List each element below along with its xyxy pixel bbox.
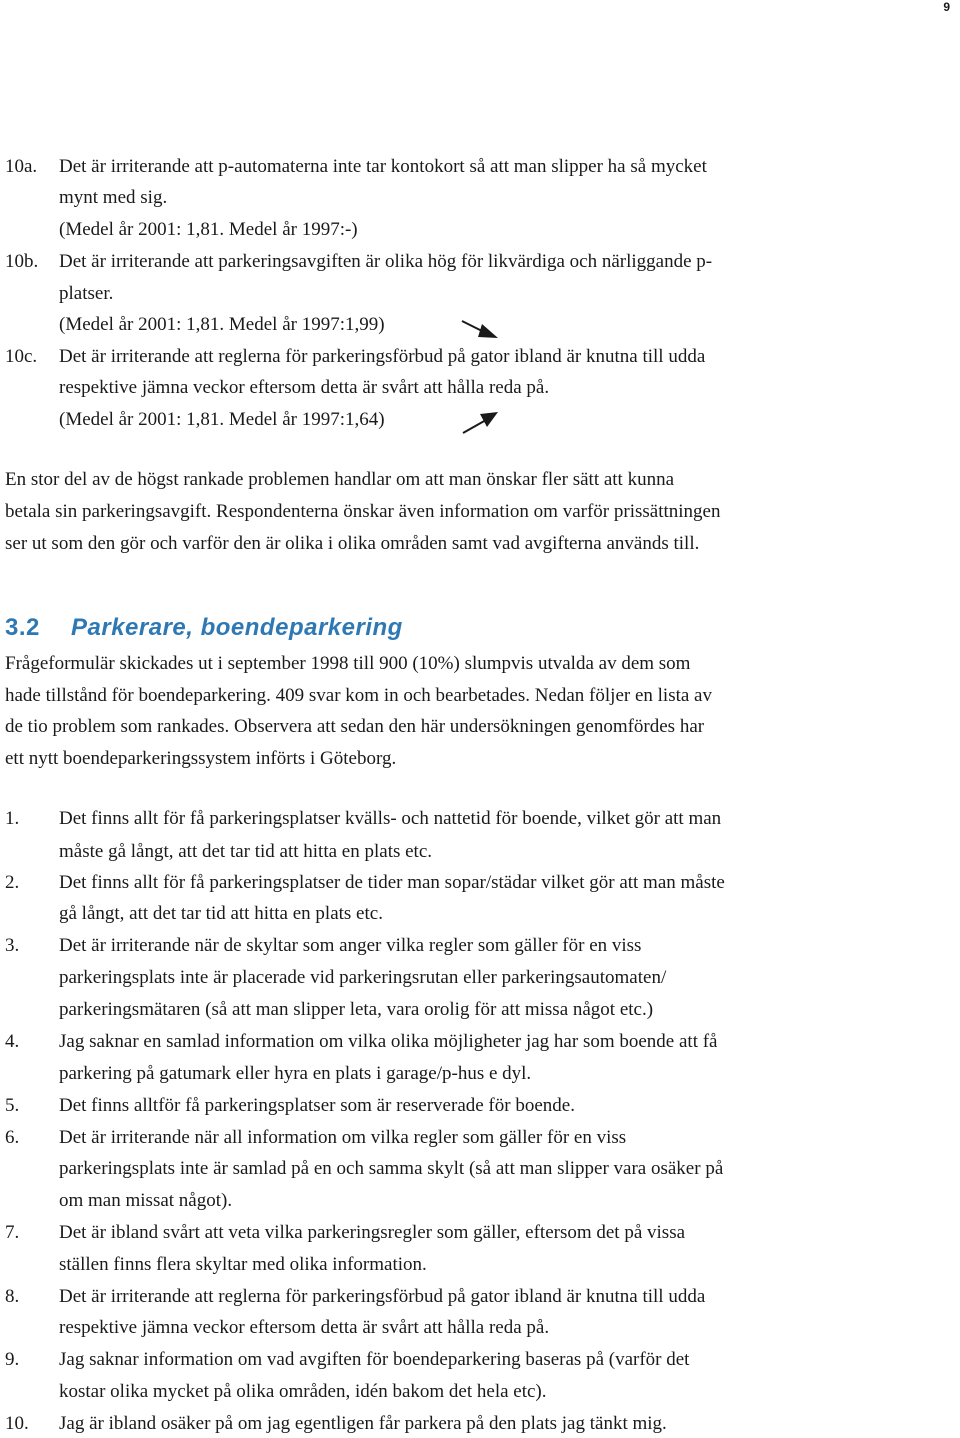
list-item-line: Det är irriterande när all information om vilka regler som gäller för en viss (59, 1127, 627, 1148)
arrow-up-icon (460, 410, 500, 436)
list-number: 6. (5, 1127, 20, 1148)
section-title: Parkerare, boendeparkering (71, 614, 403, 641)
item-line: (Medel år 2001: 1,81. Medel år 1997:1,64) (59, 409, 385, 430)
list-item-line: parkeringsplats inte är placerade vid parkeringsrutan eller parkeringsautomaten/ (59, 967, 667, 988)
list-number: 9. (5, 1349, 20, 1370)
list-number: 4. (5, 1031, 20, 1052)
page-number: 9 (943, 0, 950, 14)
section-number: 3.2 (5, 614, 40, 641)
list-item-line: Det finns alltför få parkeringsplatser som är reserverade för boende. (59, 1095, 575, 1116)
intro-line: ett nytt boendeparkeringssystem införts i Göteborg. (5, 748, 397, 769)
item-line: (Medel år 2001: 1,81. Medel år 1997:1,99) (59, 314, 385, 335)
list-number: 1. (5, 808, 20, 829)
list-item-line: Jag saknar information om vad avgiften för boendeparkering baseras på (varför det (59, 1349, 690, 1370)
list-number: 8. (5, 1286, 20, 1307)
arrow-down-icon (460, 318, 500, 340)
item-line: Det är irriterande att parkeringsavgiften är olika hög för likvärdiga och närliggande p- (59, 251, 713, 272)
list-item-line: Jag saknar en samlad information om vilka olika möjligheter jag har som boende att få (59, 1031, 718, 1052)
item-label: 10c. (5, 346, 38, 367)
item-line: Det är irriterande att p-automaterna inte tar kontokort så att man slipper ha så mycket (59, 156, 707, 177)
list-item-line: ställen finns flera skyltar med olika information. (59, 1254, 427, 1275)
item-label: 10a. (5, 156, 38, 177)
section-heading (5, 614, 403, 642)
summary-line: betala sin parkeringsavgift. Respondenterna önskar även information om varför prissättningen (5, 501, 721, 522)
list-item-line: om man missat något). (59, 1190, 233, 1211)
summary-line: ser ut som den gör och varför den är olika i olika områden samt vad avgifterna används till. (5, 533, 700, 554)
list-item-line: måste gå långt, att det tar tid att hitta en plats etc. (59, 841, 433, 862)
list-item-line: Det finns allt för få parkeringsplatser kvälls- och nattetid för boende, vilket gör att man (59, 808, 722, 829)
list-item-line: kostar olika mycket på olika områden, idén bakom det hela etc). (59, 1381, 547, 1402)
list-item-line: Det är irriterande att reglerna för parkeringsförbud på gator ibland är knutna till udda (59, 1286, 706, 1307)
list-item-line: respektive jämna veckor eftersom detta är svårt att hålla reda på. (59, 1317, 550, 1338)
list-item-line: Det finns allt för få parkeringsplatser de tider man sopar/städar vilket gör att man måste (59, 872, 725, 893)
item-line: respektive jämna veckor eftersom detta är svårt att hålla reda på. (59, 377, 550, 398)
list-number: 7. (5, 1222, 20, 1243)
item-line: Det är irriterande att reglerna för parkeringsförbud på gator ibland är knutna till udda (59, 346, 706, 367)
item-line: mynt med sig. (59, 187, 168, 208)
list-number: 10. (5, 1413, 29, 1434)
item-line: (Medel år 2001: 1,81. Medel år 1997:-) (59, 219, 358, 240)
list-number: 2. (5, 872, 20, 893)
intro-line: Frågeformulär skickades ut i september 1998 till 900 (10%) slumpvis utvalda av dem som (5, 653, 691, 674)
list-number: 3. (5, 935, 20, 956)
list-item-line: Jag är ibland osäker på om jag egentligen får parkera på den plats jag tänkt mig. (59, 1413, 667, 1434)
list-item-line: parkeringsmätaren (så att man slipper leta, vara orolig för att missa något etc.) (59, 999, 654, 1020)
intro-line: de tio problem som rankades. Observera att sedan den här undersökningen genomfördes har (5, 716, 705, 737)
list-item-line: Det är irriterande när de skyltar som anger vilka regler som gäller för en viss (59, 935, 642, 956)
item-label: 10b. (5, 251, 39, 272)
item-line: platser. (59, 283, 114, 304)
list-item-line: parkering på gatumark eller hyra en plats i garage/p-hus e dyl. (59, 1063, 532, 1084)
list-item-line: gå långt, att det tar tid att hitta en plats etc. (59, 903, 383, 924)
list-number: 5. (5, 1095, 20, 1116)
summary-line: En stor del av de högst rankade problemen handlar om att man önskar fler sätt att kunna (5, 469, 675, 490)
list-item-line: parkeringsplats inte är samlad på en och samma skylt (så att man slipper vara osäker på (59, 1158, 724, 1179)
intro-line: hade tillstånd för boendeparkering. 409 svar kom in och bearbetades. Nedan följer en lista av (5, 685, 712, 706)
list-item-line: Det är ibland svårt att veta vilka parkeringsregler som gäller, eftersom det på vissa (59, 1222, 686, 1243)
